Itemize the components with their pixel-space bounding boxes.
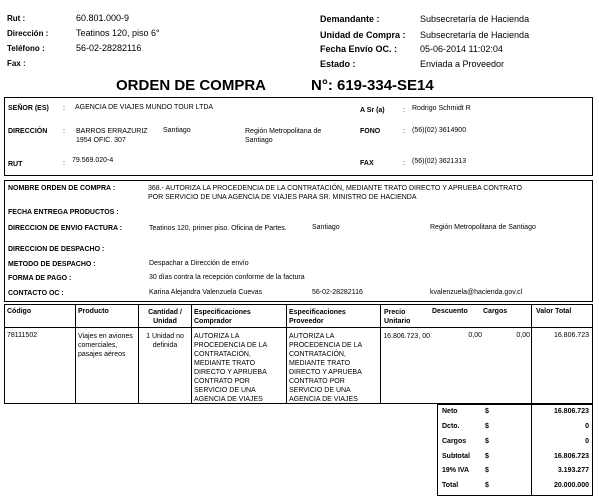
fono-label: FONO [360,128,381,135]
supplier-region: Región Metropolitana de Santiago [245,128,322,144]
colon-mark: : [63,128,65,135]
currency-symbol: $ [485,438,489,445]
total-label: Neto [442,408,458,415]
rut-supplier-value: 79.569.020-4 [72,157,114,164]
document-title: ORDEN DE COMPRA [116,77,267,94]
currency-symbol: $ [485,482,489,489]
fono-value: (56)(02) 3614900 [412,127,467,134]
telefono-value: 56-02-28282116 [76,43,142,53]
nombre-oc-value: 368.- AUTORIZA LA PROCEDENCIA DE LA CONTRATACIÓN, MEDIANTE TRATO DIRECTO Y APRUEBA CONTRATO POR SERVICIO DE UNA AGENCIA DE VIAJES PARA SR. MINISTRO DE HACIENDA [148,185,522,201]
currency-symbol: $ [485,453,489,460]
currency-symbol: $ [485,467,489,474]
fecha-entrega-label: FECHA ENTREGA PRODUCTOS : [8,209,119,216]
total-value: 16.806.723 [553,408,589,415]
total-value: 0 [585,423,589,430]
dir-envio-label: DIRECCION DE ENVIO FACTURA : [8,225,123,232]
rut-label: Rut : [7,14,26,23]
total-label: 19% IVA [442,467,470,474]
senor-label: SEÑOR (ES) [8,105,49,112]
th-precio: Precio Unitario [384,309,411,325]
th-descuento: Descuento [432,308,468,315]
total-label: Total [442,482,459,489]
th-producto: Producto [78,308,109,315]
order-number: N°: 619-334-SE14 [311,77,434,94]
th-cargos: Cargos [483,308,508,315]
th-valor-total: Valor Total [536,308,572,315]
cell-valor-total: 16.806.723 [553,332,589,339]
total-label: Dcto. [442,423,460,430]
unidad-compra-value: Subsecretaría de Hacienda [420,30,530,40]
col-divider [286,304,287,404]
total-value: 0 [585,438,589,445]
metodo-despacho-label: METODO DE DESPACHO : [8,261,96,268]
dir-envio-value: Teatinos 120, primer piso. Oficina de Partes. [149,225,287,232]
items-header-divider [4,327,593,328]
forma-pago-value: 30 días contra la recepción conforme de la factura [149,274,305,281]
colon-mark: : [403,160,405,167]
col-divider [531,304,532,404]
fax-supplier-label: FAX [360,160,374,167]
contacto-phone: 56-02-28282116 [312,289,363,296]
fax-label: Fax : [7,59,26,68]
direccion-supplier-value: BARROS ERRAZURIZ 1954 OFIC. 307 [76,128,148,144]
th-esp-comprador: Especificaciones Comprador [194,309,251,325]
contacto-name: Karina Alejandra Valenzuela Cuevas [149,289,263,296]
estado-label: Estado : [320,59,356,69]
col-divider [75,304,76,404]
telefono-label: Teléfono : [7,44,45,53]
th-codigo: Código [7,308,32,315]
fax-supplier-value: (56)(02) 3621313 [412,158,467,165]
unidad-compra-label: Unidad de Compra : [320,30,406,40]
colon-mark: : [63,105,65,112]
total-value: 16.806.723 [553,453,589,460]
total-label: Subtotal [442,453,470,460]
senor-value: AGENCIA DE VIAJES MUNDO TOUR LTDA [75,104,214,111]
demandante-label: Demandante : [320,14,380,24]
col-divider [191,304,192,404]
asr-value: Rodrigo Schmidt R [412,105,471,112]
estado-value: Enviada a Proveedor [420,59,505,69]
colon-mark: : [403,107,405,114]
contacto-email: kvalenzuela@hacienda.gov.cl [430,289,523,296]
supplier-comuna: Santiago [163,127,191,134]
dir-envio-region: Región Metropolitana de Santiago [430,224,536,231]
cell-descuento: 0,00 [468,332,482,339]
cell-cargos: 0,00 [516,332,530,339]
th-cantidad: Cantidad / Unidad [148,309,182,325]
cell-codigo: 78111502 [7,332,38,339]
dir-despacho-label: DIRECCION DE DESPACHO : [8,246,105,253]
col-divider [380,304,381,404]
currency-symbol: $ [485,408,489,415]
dir-envio-comuna: Santiago [312,224,340,231]
th-esp-proveedor: Especificaciones Proveedor [289,309,346,325]
cell-cantidad: 1 Unidad no definida [146,333,184,349]
direccion-label: Dirección : [7,29,49,38]
cell-esp-comprador: AUTORIZA LA PROCEDENCIA DE LA CONTRATACIÓN, MEDIANTE TRATO DIRECTO Y APRUEBA CONTRATO POR SERVICIO DE UNA AGENCIA DE VIAJES [194,333,267,403]
cell-esp-proveedor: AUTORIZA LA PROCEDENCIA DE LA CONTRATACIÓN, MEDIANTE TRATO DIRECTO Y APRUEBA CONTRATO POR SERVICIO DE UNA AGENCIA DE VIAJES [289,333,362,403]
cell-precio: 16.806.723, 00 [383,333,430,340]
total-value: 20.000.000 [553,482,589,489]
forma-pago-label: FORMA DE PAGO : [8,275,72,282]
colon-mark: : [403,128,405,135]
contacto-label: CONTACTO OC : [8,290,64,297]
direccion-value: Teatinos 120, piso 6° [76,28,160,38]
rut-supplier-label: RUT [8,161,23,168]
cell-producto: Viajes en aviones comerciales, pasajes aéreos [78,333,133,358]
fecha-envio-label: Fecha Envío OC. : [320,44,398,54]
metodo-despacho-value: Despachar a Dirección de envío [149,260,249,267]
direccion-supplier-label: DIRECCIÓN [8,128,48,135]
currency-symbol: $ [485,423,489,430]
asr-label: A Sr (a) [360,107,385,114]
fecha-envio-value: 05-06-2014 11:02:04 [420,44,503,54]
total-value: 3.193.277 [557,467,589,474]
demandante-value: Subsecretaría de Hacienda [420,14,530,24]
nombre-oc-label: NOMBRE ORDEN DE COMPRA : [8,185,116,192]
rut-value: 60.801.000-9 [76,13,130,23]
total-label: Cargos [442,438,467,445]
colon-mark: : [63,160,65,167]
